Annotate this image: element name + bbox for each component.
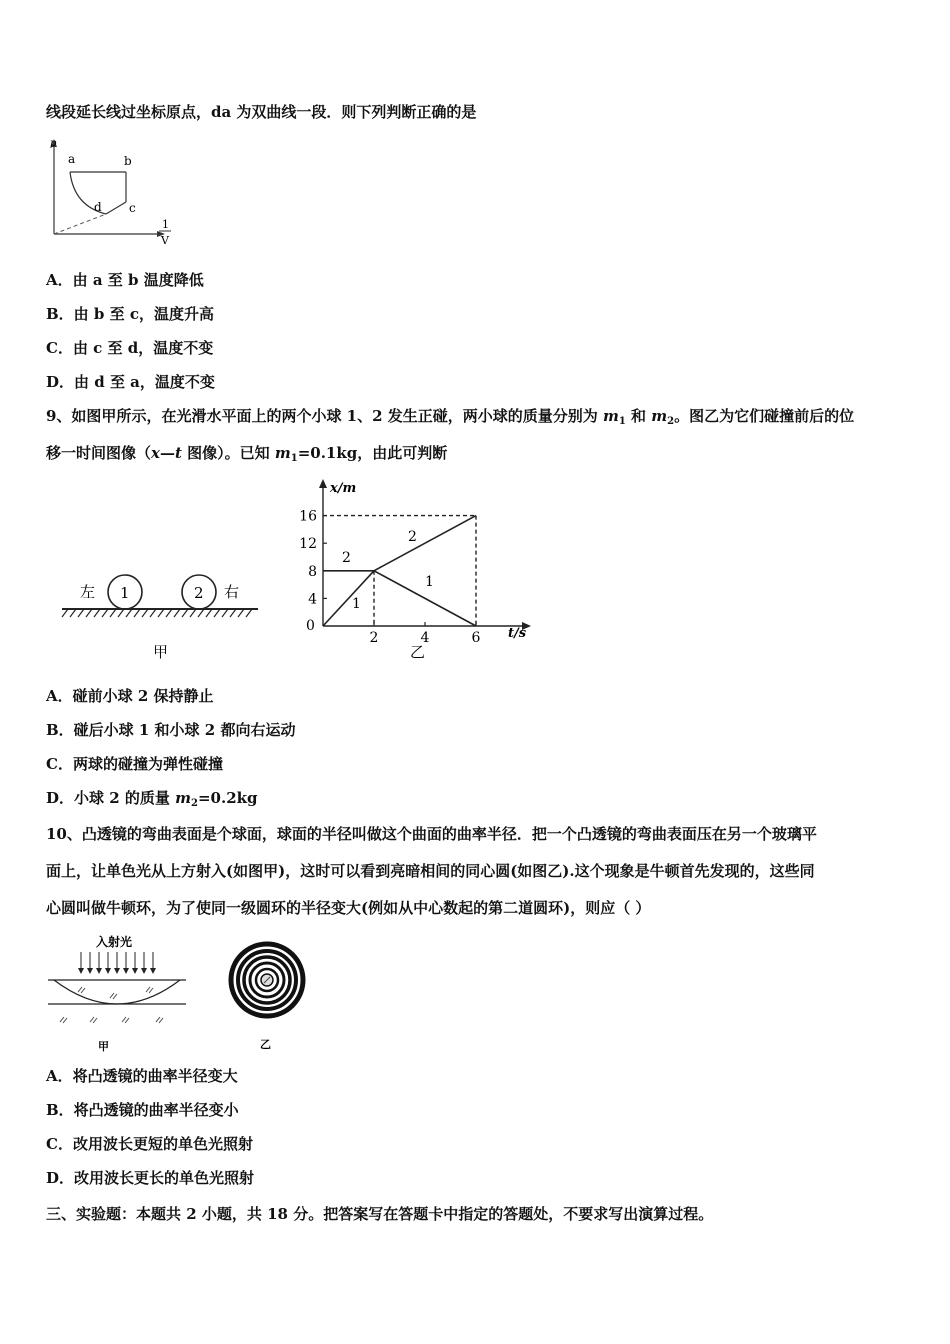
q9-option-b: B．碰后小球 1 和小球 2 都向右运动	[46, 721, 296, 739]
q9-stem-line1: 9、如图甲所示，在光滑水平面上的两个小球 1、2 发生正碰，两小球的质量分别为 $m_1$ 和 $m_2$。图乙为它们碰撞前后的位	[46, 407, 855, 427]
q9-chart-xlabel: t/s	[508, 626, 527, 641]
q9-chart-origin: 0	[306, 618, 315, 634]
q8-label-d: d	[94, 200, 102, 214]
q8-label-b: b	[124, 154, 132, 168]
q10-stem-line3: 心圆叫做牛顿环，为了使同一级圆环的半径变大(例如从中心数起的第二道圆环)，则应（ ）	[46, 899, 651, 917]
intro-line: 线段延长线过坐标原点，da 为双曲线一段．则下列判断正确的是	[46, 103, 477, 121]
series-line-0	[323, 571, 374, 626]
q9-figure-jia	[58, 565, 268, 665]
q8-pv-figure	[44, 134, 194, 254]
q9-chart-ylabel: x/m	[330, 481, 357, 496]
q9-option-c: C．两球的碰撞为弹性碰撞	[46, 755, 223, 773]
x-tick-label-6: 6	[471, 630, 481, 646]
q9-option-a: A．碰前小球 2 保持静止	[46, 687, 214, 705]
q10-option-d: D．改用波长更长的单色光照射	[46, 1169, 255, 1187]
q10-jia-label: 入射光	[96, 935, 133, 949]
q9-stem-line2: 移一时间图像（x—t 图像）。已知 $m_1=0.1kg$，由此可判断	[46, 444, 448, 464]
y-tick-label-12: 12	[299, 536, 317, 553]
x-tick-label-4: 4	[420, 630, 430, 646]
q8-label-c: c	[129, 201, 136, 215]
q9-jia-right-label: 右	[224, 583, 240, 601]
q8-option-a: A．由 a 至 b 温度降低	[46, 271, 204, 289]
y-tick-label-16: 16	[299, 508, 317, 525]
q9-chart-label-ball2-after: 2	[408, 529, 417, 545]
q10-stem-line2: 面上，让单色光从上方射入(如图甲)，这时可以看到亮暗相间的同心圆(如图乙).这个现象是牛顿首先发现的，这些同	[46, 862, 815, 880]
q8-label-x-den: V	[161, 234, 169, 247]
x-tick-label-2: 2	[369, 630, 379, 646]
y-tick-label-8: 8	[308, 563, 317, 580]
q9-yi-caption: 乙	[410, 643, 426, 661]
q9-chart-label-ball1-after: 1	[425, 574, 434, 590]
q9-chart-label-ball2-before: 2	[342, 550, 351, 566]
q9-chart-label-ball1-before: 1	[352, 596, 361, 612]
q9-ball-1-label: 1	[120, 584, 130, 602]
q9-jia-caption: 甲	[153, 643, 169, 661]
q9-xt-chart	[290, 475, 540, 665]
q10-figure-jia	[44, 930, 194, 1055]
q9-jia-left-label: 左	[80, 583, 96, 601]
q10-stem-line1: 10、凸透镜的弯曲表面是个球面，球面的半径叫做这个曲面的曲率半径．把一个凸透镜的弯曲表面压在另一个玻璃平	[46, 825, 817, 843]
q10-figure-yi	[222, 934, 317, 1054]
q10-option-a: A．将凸透镜的曲率半径变大	[46, 1067, 238, 1085]
q9-option-d: D．小球 2 的质量 $m_2=0.2kg$	[46, 789, 258, 809]
q10-option-b: B．将凸透镜的曲率半径变小	[46, 1101, 239, 1119]
section3-heading: 三、实验题：本题共 2 小题，共 18 分。把答案写在答题卡中指定的答题处，不要求写出演算过程。	[46, 1205, 714, 1223]
q8-label-a: a	[68, 152, 76, 166]
q9-ball-2-label: 2	[194, 584, 204, 602]
q10-option-c: C．改用波长更短的单色光照射	[46, 1135, 253, 1153]
q8-option-d: D．由 d 至 a，温度不变	[46, 373, 215, 391]
q8-label-p: p	[50, 138, 57, 149]
q10-yi-caption: 乙	[260, 1038, 271, 1051]
q8-option-c: C．由 c 至 d，温度不变	[46, 339, 214, 357]
q10-jia-caption: 甲	[98, 1040, 109, 1053]
series-line-2	[374, 516, 476, 571]
y-tick-label-4: 4	[308, 591, 317, 608]
q8-label-x-num: 1	[162, 218, 169, 231]
q8-option-b: B．由 b 至 c，温度升高	[46, 305, 214, 323]
